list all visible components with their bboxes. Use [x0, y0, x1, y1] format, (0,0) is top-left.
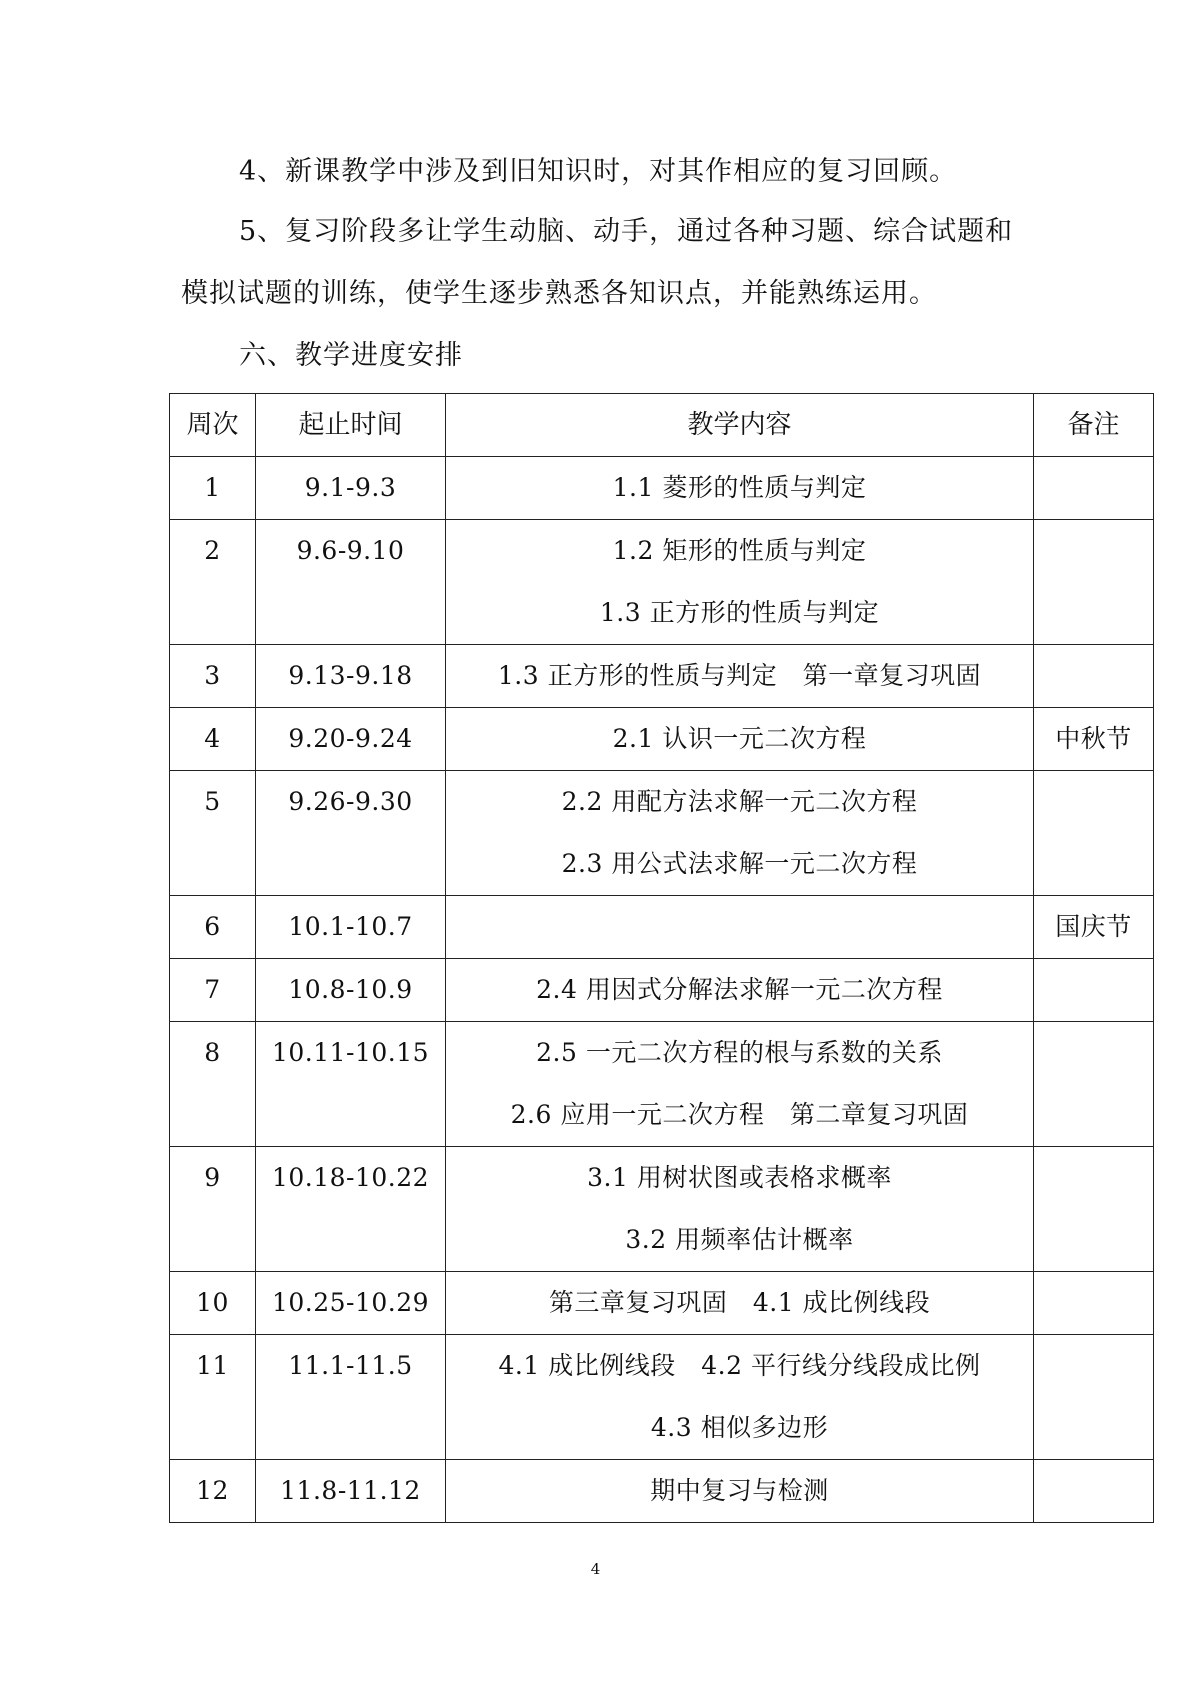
cell-content [446, 645, 1034, 708]
cell-week-text: 4 [204, 724, 221, 753]
cell-dates [256, 645, 446, 708]
cell-dates-text: 10.25-10.29 [271, 1288, 430, 1317]
cell-content [446, 457, 1034, 520]
content-line: 1.1 菱形的性质与判定 [612, 473, 867, 502]
cell-week-text: 8 [204, 1038, 221, 1067]
cell-content [446, 1335, 1034, 1460]
paragraph-item-5-line-2: 模拟试题的训练，使学生逐步熟悉各知识点，并能熟练运用。 [181, 278, 937, 309]
cell-note [1034, 896, 1154, 959]
paragraph-item-5-line-1: 5、复习阶段多让学生动脑、动手，通过各种习题、综合试题和 [239, 216, 1014, 247]
table-row [170, 1272, 1154, 1335]
content-line: 2.2 用配方法求解一元二次方程 [561, 787, 918, 816]
cell-week [170, 896, 256, 959]
cell-note-text: 国庆节 [1055, 912, 1132, 941]
table-body [170, 457, 1154, 1523]
cell-dates [256, 457, 446, 520]
cell-dates-text: 9.6-9.10 [296, 536, 405, 565]
cell-dates-text: 11.1-11.5 [288, 1351, 413, 1380]
cell-dates [256, 1335, 446, 1460]
table-row [170, 457, 1154, 520]
cell-content [446, 771, 1034, 896]
cell-week [170, 457, 256, 520]
cell-dates-text: 10.8-10.9 [288, 975, 413, 1004]
cell-week-text: 1 [204, 473, 221, 502]
content-line: 2.3 用公式法求解一元二次方程 [561, 849, 918, 878]
cell-dates [256, 1147, 446, 1272]
cell-note [1034, 1460, 1154, 1523]
cell-note [1034, 1335, 1154, 1460]
cell-note [1034, 959, 1154, 1022]
cell-week [170, 771, 256, 896]
cell-dates-text: 10.11-10.15 [271, 1038, 430, 1067]
cell-dates-text: 9.20-9.24 [288, 724, 413, 753]
section-heading-schedule: 六、教学进度安排 [239, 340, 463, 371]
paragraph-item-4: 4、新课教学中涉及到旧知识时，对其作相应的复习回顾。 [239, 156, 958, 187]
cell-week [170, 1335, 256, 1460]
cell-content [446, 1272, 1034, 1335]
schedule-table [169, 393, 1154, 1523]
content-line: 第三章复习巩固 4.1 成比例线段 [548, 1288, 931, 1317]
cell-content [446, 708, 1034, 771]
table-row [170, 645, 1154, 708]
cell-note [1034, 771, 1154, 896]
cell-dates [256, 1272, 446, 1335]
cell-note-text [1034, 1022, 1153, 1084]
cell-content [446, 896, 1034, 959]
content-line: 4.1 成比例线段 4.2 平行线分线段成比例 [498, 1351, 981, 1380]
cell-week-text: 9 [204, 1163, 221, 1192]
cell-content [446, 1022, 1034, 1147]
cell-week-text: 11 [196, 1351, 229, 1380]
cell-week-text: 10 [196, 1288, 229, 1317]
cell-content [446, 1460, 1034, 1523]
cell-content [446, 1147, 1034, 1272]
cell-content [446, 520, 1034, 645]
cell-week [170, 1147, 256, 1272]
content-line [446, 896, 1033, 958]
cell-week [170, 520, 256, 645]
cell-note-text [1034, 520, 1153, 582]
cell-note-text [1034, 1272, 1153, 1334]
cell-week [170, 1272, 256, 1335]
content-line: 1.3 正方形的性质与判定 [599, 598, 880, 627]
header-week: 周次 [170, 394, 256, 457]
cell-dates-text: 10.1-10.7 [288, 912, 413, 941]
cell-note [1034, 457, 1154, 520]
cell-week [170, 1460, 256, 1523]
content-line: 2.5 一元二次方程的根与系数的关系 [536, 1038, 943, 1067]
content-line: 2.6 应用一元二次方程 第二章复习巩固 [510, 1100, 969, 1129]
table-header-row [170, 394, 1154, 457]
table-row [170, 708, 1154, 771]
cell-note-text [1034, 1147, 1153, 1209]
cell-week-text: 6 [204, 912, 221, 941]
cell-week-text: 2 [204, 536, 221, 565]
cell-week [170, 708, 256, 771]
cell-note-text [1034, 645, 1153, 707]
cell-dates-text: 9.1-9.3 [304, 473, 397, 502]
content-line: 1.2 矩形的性质与判定 [612, 536, 867, 565]
content-line: 2.4 用因式分解法求解一元二次方程 [536, 975, 943, 1004]
content-line: 4.3 相似多边形 [650, 1413, 829, 1442]
cell-week [170, 959, 256, 1022]
cell-dates [256, 708, 446, 771]
content-line: 3.2 用频率估计概率 [625, 1225, 854, 1254]
cell-note [1034, 1022, 1154, 1147]
header-note: 备注 [1034, 394, 1154, 457]
table-row [170, 1147, 1154, 1272]
content-line: 3.1 用树状图或表格求概率 [587, 1163, 892, 1192]
cell-note-text [1034, 959, 1153, 1021]
cell-week [170, 1022, 256, 1147]
content-line: 1.3 正方形的性质与判定 第一章复习巩固 [497, 661, 982, 690]
cell-week-text: 3 [204, 661, 221, 690]
content-line: 期中复习与检测 [650, 1476, 829, 1505]
cell-dates-text: 9.13-9.18 [288, 661, 413, 690]
table-row [170, 896, 1154, 959]
cell-dates-text: 10.18-10.22 [271, 1163, 430, 1192]
cell-dates [256, 1460, 446, 1523]
cell-dates [256, 520, 446, 645]
cell-week-text: 12 [196, 1476, 229, 1505]
header-dates: 起止时间 [256, 394, 446, 457]
cell-note-text [1034, 457, 1153, 519]
table-row [170, 1022, 1154, 1147]
cell-dates [256, 1022, 446, 1147]
table-row [170, 771, 1154, 896]
cell-note-text [1034, 1335, 1153, 1397]
cell-dates-text: 9.26-9.30 [288, 787, 413, 816]
cell-dates [256, 771, 446, 896]
cell-note [1034, 1147, 1154, 1272]
cell-week [170, 645, 256, 708]
page-number: 4 [590, 1560, 601, 1578]
cell-note [1034, 645, 1154, 708]
table-row [170, 520, 1154, 645]
cell-dates [256, 896, 446, 959]
cell-note-text [1034, 771, 1153, 833]
cell-note [1034, 1272, 1154, 1335]
cell-note [1034, 708, 1154, 771]
cell-note [1034, 520, 1154, 645]
cell-week-text: 7 [204, 975, 221, 1004]
table-row [170, 959, 1154, 1022]
cell-week-text: 5 [204, 787, 221, 816]
table-row [170, 1335, 1154, 1460]
cell-content [446, 959, 1034, 1022]
cell-dates-text: 11.8-11.12 [280, 1476, 421, 1505]
cell-dates [256, 959, 446, 1022]
table-row [170, 1460, 1154, 1523]
cell-note-text: 中秋节 [1055, 724, 1132, 753]
header-content: 教学内容 [446, 394, 1034, 457]
cell-note-text [1034, 1460, 1153, 1522]
content-line: 2.1 认识一元二次方程 [612, 724, 867, 753]
